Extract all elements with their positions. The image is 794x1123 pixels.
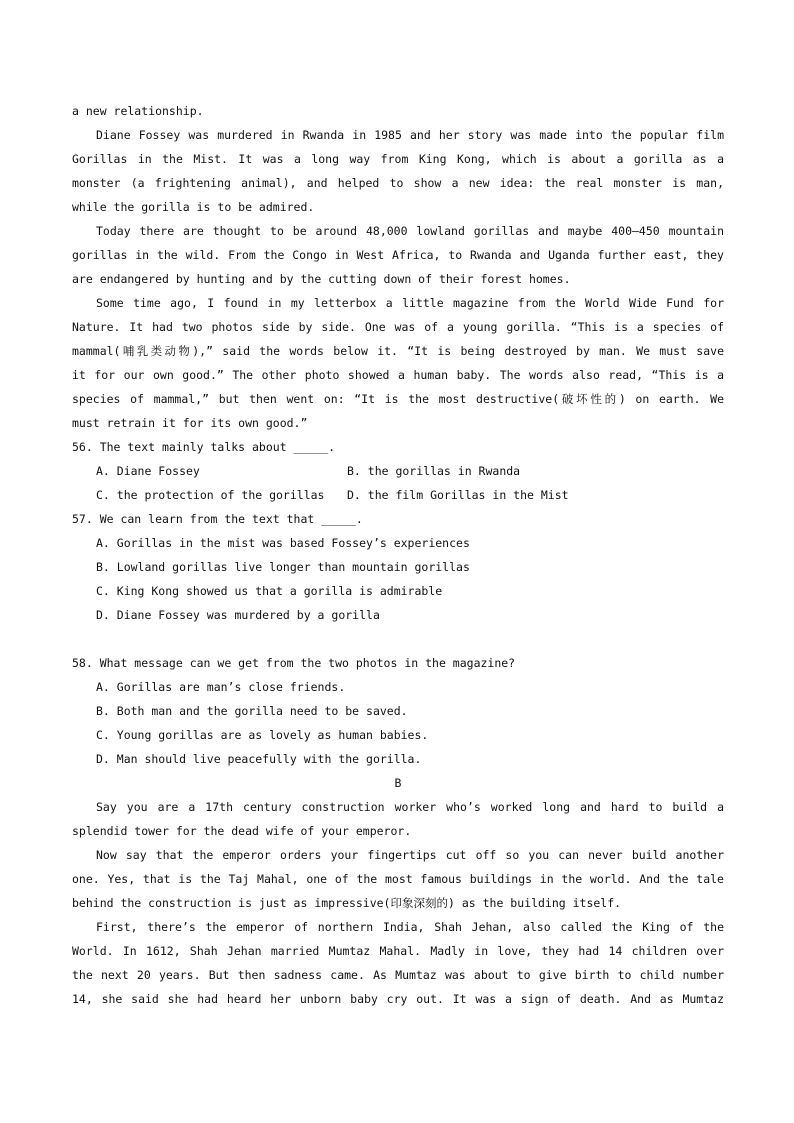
question-56 bbox=[72, 435, 724, 507]
option-row bbox=[72, 483, 724, 507]
option-a[interactable]: A. Gorillas are man’s close friends. bbox=[96, 680, 346, 694]
paragraph-fossey bbox=[72, 123, 724, 219]
question-stem: 57. We can learn from the text that _____. bbox=[72, 512, 363, 526]
text-line: Gorillas in the Mist. It was a long way from King Kong, which is about a gorilla as a bbox=[72, 152, 724, 166]
text-line: behind the construction is just as impressive(印象深刻的) as the building itself. bbox=[72, 896, 622, 910]
text-line: species of mammal,” but then went on: “It is the most destructive(破坏性的) on earth. We bbox=[72, 392, 724, 406]
question-stem: 58. What message can we get from the two photos in the magazine? bbox=[72, 656, 516, 670]
text-line: World. In 1612, Shah Jehan married Mumtaz Mahal. Madly in love, they had 14 children over bbox=[72, 944, 724, 958]
option-c[interactable]: C. King Kong showed us that a gorilla is admirable bbox=[96, 584, 443, 598]
text-line: one. Yes, that is the Taj Mahal, one of the most famous buildings in the world. And the tale bbox=[72, 872, 724, 886]
text-line: Today there are thought to be around 48,000 lowland gorillas and maybe 400—450 mountain bbox=[96, 224, 724, 238]
text-line: are endangered by hunting and by the cutting down of their forest homes. bbox=[72, 272, 571, 286]
text-line: Say you are a 17th century construction worker who’s worked long and hard to build a bbox=[96, 800, 724, 814]
text-line: monster (a frightening animal), and helped to show a new idea: the real monster is man, bbox=[72, 176, 724, 190]
text-line: mammal(哺乳类动物),” said the words below it. “It is being destroyed by man. We must save bbox=[72, 344, 724, 358]
text-line: First, there’s the emperor of northern India, Shah Jehan, also called the King of the bbox=[96, 920, 724, 934]
text-line: must retrain it for its own good.” bbox=[72, 416, 308, 430]
text-line: Now say that the emperor orders your fingertips cut off so you can never build another bbox=[96, 848, 724, 862]
text-line: gorillas in the wild. From the Congo in West Africa, to Rwanda and Uganda further east, they bbox=[72, 248, 724, 262]
option-d[interactable]: D. Man should live peacefully with the gorilla. bbox=[96, 752, 422, 766]
text-line: Diane Fossey was murdered in Rwanda in 1985 and her story was made into the popular film bbox=[96, 128, 724, 142]
text-line: Some time ago, I found in my letterbox a little magazine from the World Wide Fund for bbox=[96, 296, 724, 310]
text-line: 14, she said she had heard her unborn baby cry out. It was a sign of death. And as Mumtaz bbox=[72, 992, 724, 1006]
option-a[interactable]: A. Gorillas in the mist was based Fossey’s experiences bbox=[96, 536, 470, 550]
text-line: while the gorilla is to be admired. bbox=[72, 200, 315, 214]
paragraph-shah-jehan bbox=[72, 915, 724, 1011]
question-stem: 56. The text mainly talks about _____. bbox=[72, 440, 336, 454]
option-c[interactable]: C. Young gorillas are as lovely as human babies. bbox=[96, 728, 429, 742]
option-a[interactable]: A. Diane Fossey bbox=[96, 464, 200, 478]
paragraph-population bbox=[72, 219, 724, 291]
paragraph-taj-mahal bbox=[72, 843, 724, 915]
text-line: it for our own good.” The other photo showed a human baby. The words also read, “This is a bbox=[72, 368, 724, 382]
question-57 bbox=[72, 507, 724, 627]
option-b[interactable]: B. Lowland gorillas live longer than mountain gorillas bbox=[96, 560, 470, 574]
option-d[interactable]: D. Diane Fossey was murdered by a gorilla bbox=[96, 608, 380, 622]
paragraph-worker bbox=[72, 795, 724, 843]
text-line: a new relationship. bbox=[72, 104, 204, 118]
option-row bbox=[72, 459, 724, 483]
document-page bbox=[72, 99, 724, 1011]
text-line: Nature. It had two photos side by side. One was of a young gorilla. “This is a species of bbox=[72, 320, 724, 334]
text-line: the next 20 years. But then sadness came. As Mumtaz was about to give birth to child number bbox=[72, 968, 724, 982]
spacer bbox=[72, 627, 724, 651]
option-d[interactable]: D. the film Gorillas in the Mist bbox=[347, 488, 569, 502]
section-heading: B bbox=[394, 776, 402, 790]
option-b[interactable]: B. the gorillas in Rwanda bbox=[347, 464, 521, 478]
text-line: splendid tower for the dead wife of your emperor. bbox=[72, 824, 412, 838]
paragraph-magazine bbox=[72, 291, 724, 435]
option-c[interactable]: C. the protection of the gorillas bbox=[96, 488, 325, 502]
option-b[interactable]: B. Both man and the gorilla need to be saved. bbox=[96, 704, 408, 718]
question-58 bbox=[72, 651, 724, 771]
